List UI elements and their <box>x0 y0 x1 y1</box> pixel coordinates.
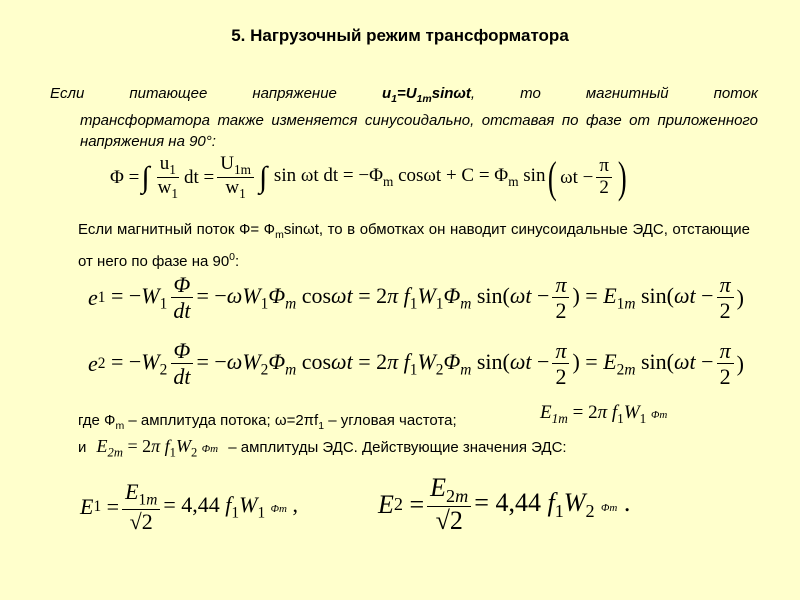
def1-c: – угловая частота; <box>324 412 457 429</box>
intro-tail: , то магнитный поток <box>470 85 759 102</box>
emf-paragraph: Если магнитный поток $Ф= Ф_m\sin\omega t$, то в обмотках он наводит синусоидальные ЭДС, отстающие от него по фазе на $90^0$: <box>78 221 750 270</box>
intro-rest: трансформатора также изменяется синусоидально, отставая по фазе от приложенного напряжения на 90°: <box>80 112 758 150</box>
def1-a: где Ф <box>78 412 116 429</box>
e2-effective-equation: E 2 = $\frac{E_{2m}}{√2}$ = 4,44 $f_1W_2$ Φm . <box>378 473 631 536</box>
definition-line-2 <box>78 436 567 463</box>
emf-text-b: sinωt, то в обмотках он наводит синусоидальные ЭДС, отстающие от него по фазе на 90 <box>78 221 750 270</box>
coef-1: 4,44 <box>181 492 220 518</box>
coef-2: 4,44 <box>495 487 541 517</box>
e1-effective-equation: E 1 = $\frac{E_{1m}}{√2}$ = 4,44 $f_1W_1$ Φm , <box>80 479 298 535</box>
emf-e1-equation: e 1 = $-W_1$ $\frac{\Phi}{dt}$ = $-\omega W_1\Phi_m$ cosωt = 2π $f_1W_1\Phi_m$ sin(ωt − $\frac{\pi}{2}$ ) = $E_{1m}$ sin(ωt − $\frac{\pi}{2}$ ) <box>88 272 744 324</box>
def2-a: и <box>78 439 91 456</box>
flux-integral-equation: Φ = ∫ $\frac{u_1}{w_1}$ dt = $\frac{U_{1m}}{w_1}$ ∫ sin ωt dt = $-\Phi_m$ $\cos\omega t + C = \Phi_m$ sin ( ωt − $\frac{\pi}{2}$ ) <box>110 152 627 202</box>
e2m-definition: $E_{2m} = 2\pi$ $f_1W_2$ Φm <box>96 436 219 460</box>
degree-sup: 0 <box>229 251 236 263</box>
voltage-formula: $u_1=U_{1m}\sin\omega t$ <box>381 85 471 105</box>
emf-text-end: : <box>235 253 240 270</box>
definition-line-1: где $Ф_m$ – амплитуда потока; $\omega=2\pi f_1$ – угловая частота; <box>78 412 457 432</box>
def2-b: – амплитуды ЭДС. Действующие значения ЭДС: <box>224 439 567 456</box>
def1-b: – амплитуда потока; ω=2πf <box>124 412 319 429</box>
page-title: 5. Нагрузочный режим трансформатора <box>231 26 569 45</box>
emf-text-a: Если магнитный поток Ф= Ф <box>78 221 276 238</box>
intro-lead: Если питающее напряжение <box>50 85 382 102</box>
intro-paragraph <box>50 83 758 152</box>
e1m-definition: $E_{1m} = 2\pi$ $f_1W_1$ Φm <box>540 402 668 426</box>
emf-e2-equation: e 2 = $-W_2$ $\frac{\Phi}{dt}$ = $-\omega W_2\Phi_m$ cosωt = 2π $f_1W_2\Phi_m$ sin(ωt − $\frac{\pi}{2}$ ) = $E_{2m}$ sin(ωt − $\frac{\pi}{2}$ ) <box>88 338 744 390</box>
